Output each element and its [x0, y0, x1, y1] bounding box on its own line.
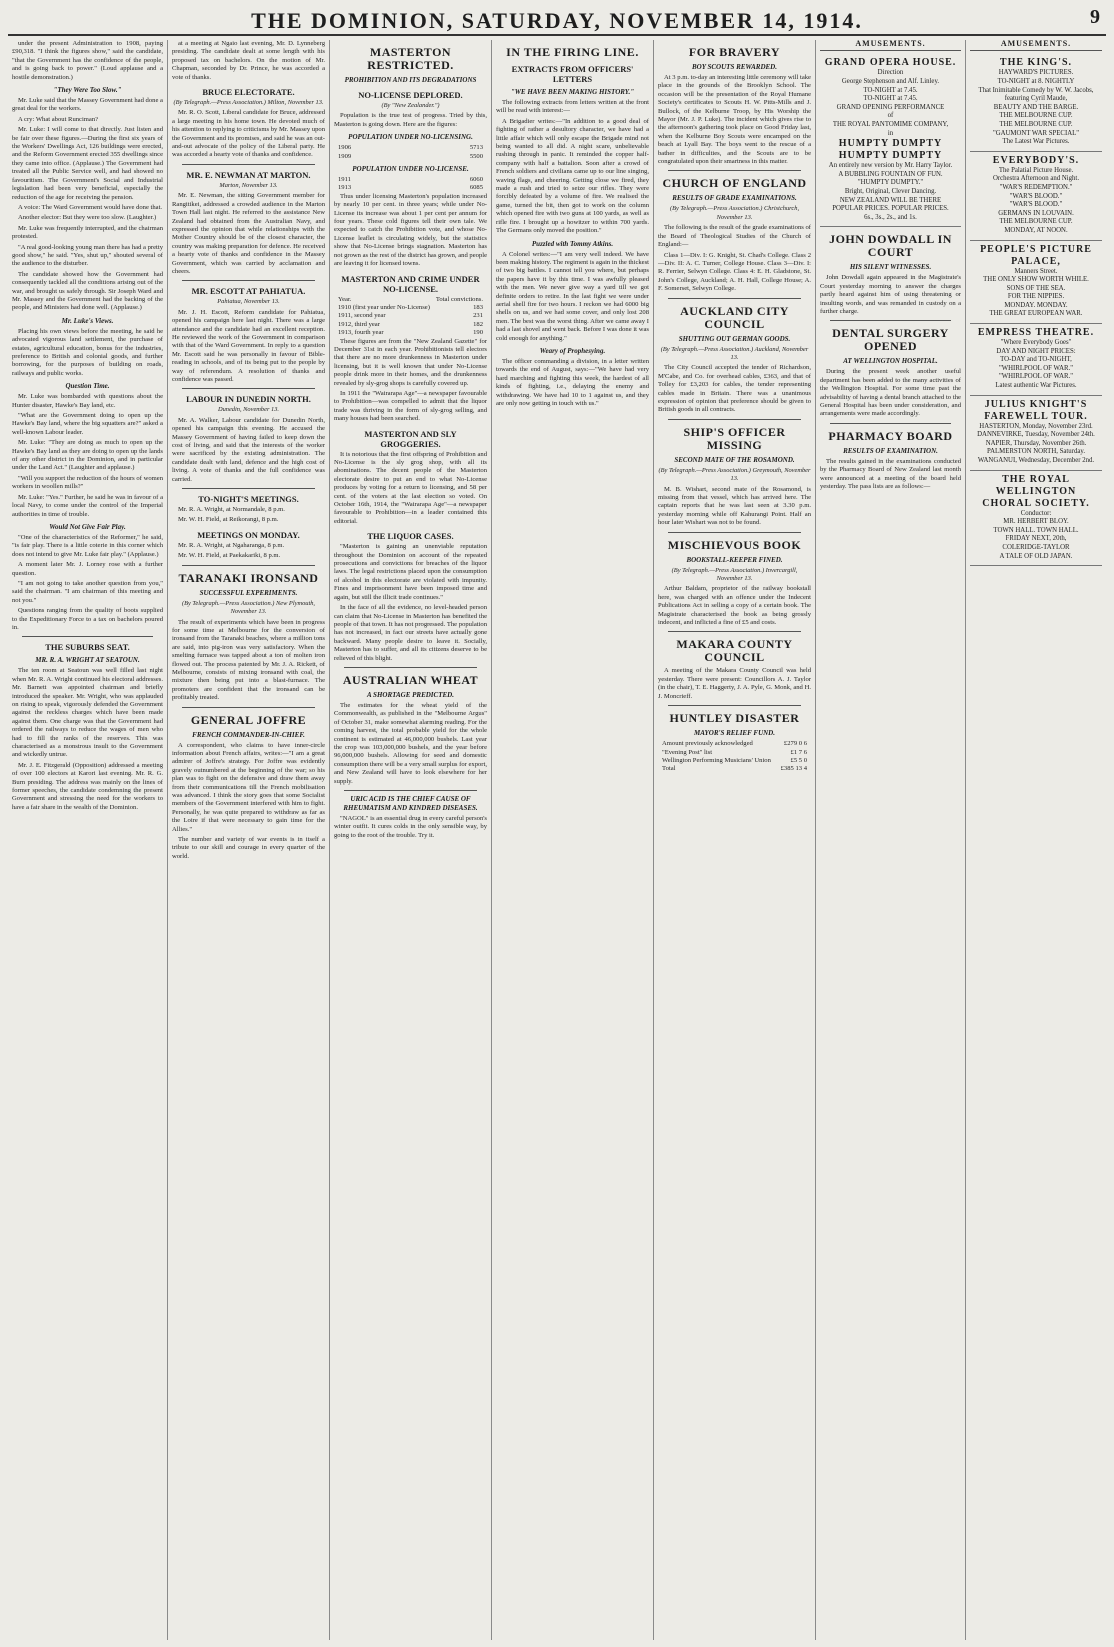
paragraph: at a meeting at Ngaio last evening, Mr. D. Lynneberg presiding. The candidate dealt at some length with his proposed tax on bachelors. On the motion of Mr. Chapman, seconded by Dr. Prince, he was accorded a vote of thanks. — [172, 40, 325, 81]
byline: (By Telegraph.—Press Association.) Milton, November 13. — [173, 99, 324, 107]
article-heading: FOR BRAVERY — [688, 45, 781, 59]
byline: Pahiatua, November 13. — [217, 298, 280, 306]
byline: Marton, November 13. — [219, 181, 278, 189]
subheading: RESULTS OF GRADE EXAMINATIONS. — [672, 194, 797, 203]
paragraph: "I am not going to take another question from you," said the chairman. "I am chairman of this meeting and not you." — [12, 579, 163, 604]
paragraph: "A real good-looking young man there has had a pretty good show," he said. "Yes, shut up," shouted several of the audience to the disturber. — [12, 243, 163, 268]
article-heading: JOHN DOWDALL IN COURT — [829, 232, 952, 260]
paragraph: "Will you support the reduction of the hours of women workers in woollen mills?" — [12, 474, 163, 491]
paragraph: In the face of all the evidence, no level-headed person can claim that No-License in Masterton has benefited the people of that town. It has not progressed. The population has not increased, in fact our streets have actually gone backward. Many people desire to leave it. Socially, Masterton has to suffer, and all its citizens deserve to be relieved of this blight. — [334, 604, 487, 662]
paragraph: The results gained in the examinations conducted by the Pharmacy Board of New Zealand last month were announced at a meeting of the board held yesterday. The pass lists are as follows:— — [820, 457, 961, 490]
advertisement: GRAND OPERA HOUSE. Direction George Stephenson and Alf. Linley. TO-NIGHT at 7.45. TO-NIGHT at 7.45. GRAND OPENING PERFORMANCE of THE ROYAL PANTOMIME COMPANY, in HUMPTY DUMPTY HUMPTY DUMPTY An entirely new version by Mr. Harry Taylor. A BUBBLING FOUNTAIN OF FUN. "HUMPTY DUMPTY." Bright, Original, Clever Dancing. NEW ZEALAND WILL BE THERE POPULAR PRICES. POPULAR PRICES. 6s., 3s., 2s., and 1s. — [820, 54, 961, 227]
article-heading: MASTERTON RESTRICTED. — [367, 45, 454, 72]
paragraph: Mr. Luke said that the Massey Government had done a great deal for the workers. — [12, 97, 163, 113]
masthead — [8, 4, 1106, 36]
article-heading: TARANAKI IRONSAND — [178, 570, 319, 585]
section-heading: AMUSEMENTS. — [820, 40, 961, 51]
meeting-item: Mr. R. A. Wright, at Normandale, 8 p.m. — [178, 506, 285, 514]
byline: (By Telegraph.—Press Association.) Greymouth, November 13. — [658, 466, 811, 483]
byline: (By Telegraph.—Press Association.) Christchurch, November 13. — [669, 205, 800, 221]
advertisement-title: THE ROYAL WELLINGTON CHORAL SOCIETY. — [982, 473, 1090, 509]
advertisement-title: PEOPLE'S PICTURE PALACE, — [980, 243, 1092, 267]
paragraph: A meeting of the Makara County Council was held yesterday. There were present: Councillors A. J. Taylor (in the chair), T. E. Haggerty, J. A. Pyle, G. Monk, and H. J. Moncrieff. — [658, 667, 811, 700]
column-5 — [654, 40, 816, 1640]
divider — [668, 631, 801, 632]
advertisement-heading: URIC ACID IS THE CHIEF CAUSE OF RHEUMATISM AND KINDRED DISEASES. — [343, 795, 478, 812]
table-row: 1910 (first year under No-License) 183 — [338, 303, 483, 311]
paragraph: It is notorious that the first offspring of Prohibition and No-License is the sly grog shop, with all its abominations. The decent people of the Masterton electorate desire to put an end to what No-License produces by voting for a return to licensing, and 58 per cent. of the voters at the last election so voted. On October 16th, 1914, the "Wairarapa Age"—a newspaper favourable to Prohibition—in a leader contained this editorial. — [334, 450, 487, 525]
table-heading: POPULATION UNDER NO-LICENSING. — [348, 133, 473, 142]
paragraph: The result of experiments which have been in progress for some time at Melbourne for the conversion of ironsand from the Taranaki beaches, where a million tons are said, into pig-iron was very satisfactory. When the smelting furnace was tapped about a ton of molten iron flowed out. The process patented by Mr. J. A. Rickett, of Melbourne, consists of mixing ironsand with coal, the mixture then being put into a blast-furnace. The promoters are confident that the ironsand can be profitably treated. — [172, 618, 325, 702]
advertisement: THE ROYAL WELLINGTON CHORAL SOCIETY. Conductor: MR. HERBERT BLOY. TOWN HALL. TOWN HALL. FRIDAY NEXT, 20th, COLERIDGE-TAYLOR A TALE OF OLD JAPAN. — [970, 471, 1102, 567]
paragraph: A Brigadier writes:—"In addition to a good deal of fighting of rather a desultory character, we have had a little affair which will only escape the Brigade mind not being wanted to all did. A night scare, unbelievable rushing through in panic. It reminded the copper half-company with half a battalion. Soon after a crowd of French soldiers and civilians came up to our line singing, waving flags, and cheering. Getting close we fired, they made a rush and tried to seize our rifles. They were forcibly defeated by a volume of fire. We realised the game, turned the bit, then got to work on the column which opened fire with two guns at 100 yards, as well as rifle fire. I brought up a howitzer to within 700 yards. The Germans only moved the position." — [496, 117, 649, 235]
paragraph: The candidate showed how the Government had consequently tackled all the conditions arising out of the war, and brought us safely through. Sir Joseph Ward and Mr. Massey and the Government had the backing of the people, and Ministers had done well. (Applause.) — [12, 270, 163, 312]
table-row: 1912, third year 182 — [338, 320, 483, 328]
article-heading: DENTAL SURGERY OPENED — [832, 326, 949, 354]
article-heading: LABOUR IN DUNEDIN NORTH. — [186, 394, 311, 405]
article-heading: NO-LICENSE DEPLORED. — [358, 90, 463, 100]
subheading: A SHORTAGE PREDICTED. — [367, 690, 454, 699]
advertisement: PEOPLE'S PICTURE PALACE, Manners Street. THE ONLY SHOW WORTH WHILE. SONS OF THE SEA. FOR THE NIPPIES. MONDAY. MONDAY. THE GREAT EUROPEAN WAR. — [970, 241, 1102, 325]
article-heading: TO-NIGHT'S MEETINGS. — [198, 494, 299, 505]
paragraph: "Masterton is gaining an unenviable reputation throughout the Dominion on account of the repeated prosecutions and convictions for breaches of the liquor laws. The legal restrictions placed upon the consumption of alcohol in this electorate are violated with impunity. Fines and imprisonment have been imposed time and again, but still the illicit trade continues." — [334, 543, 487, 601]
column-4 — [492, 40, 654, 1640]
table-heading: POPULATION UNDER NO-LICENSE. — [352, 165, 469, 174]
subheading: SECOND MATE OF THE ROSAMOND. — [674, 455, 795, 464]
subheading: MR. R. A. WRIGHT AT SEATOUN. — [35, 656, 140, 665]
section-heading: AMUSEMENTS. — [970, 40, 1102, 51]
paragraph: These figures are from the "New Zealand Gazette" for December 31st in each year. Prohibitionists tell electors that there are no more drunkenness in Masterton under licensing, but it is well known that under No-License people drink more in their homes, and the drunkenness revealed by sly-grog shops is carefully covered up. — [334, 337, 487, 387]
divider — [668, 170, 801, 171]
article-heading: MISCHIEVOUS BOOK — [667, 537, 802, 552]
article-heading: MASTERTON AND CRIME UNDER NO-LICENSE. — [341, 273, 480, 294]
byline: Dunedin, November 13. — [217, 406, 280, 414]
subheading: MAYOR'S RELIEF FUND. — [694, 729, 775, 738]
table-row: 1913 6085 — [338, 184, 483, 192]
subheading: Puzzled with Tommy Atkins. — [531, 239, 614, 248]
subheading: FRENCH COMMANDER-IN-CHIEF. — [192, 730, 305, 739]
paragraph: "What are the Government doing to open up the Hawke's Bay land, where the big squatters are?" asked a well-known Labour leader. — [12, 412, 163, 436]
article-heading: MR. E. NEWMAN AT MARTON. — [186, 169, 311, 180]
paragraph: Mr. E. Newman, the sitting Government member for Rangitikei, addressed a crowded audience in the Marton Town Hall last night. He referred to the assistance New Zealand had obtained from the Australian Navy, and expressed the opinion that while relationships with the Mother Country should be of the closest character, the country was making preparation for defence. He received a hearty vote of thanks and confidence in the Massey Government, which was carried by acclamation and cheers. — [172, 192, 325, 275]
advertisement-title: JULIUS KNIGHT'S FAREWELL TOUR. — [984, 398, 1088, 422]
paragraph: Mr. Luke: I will come to that directly. Just listen and be fair over these figures.—During the first six years of the Workers' Dwellings Act, 126 buildings were erected, and the Reform Government erected 355 dwellings since they came into office. (Applause.) The Government had treated all the Public Service well, and had showed no favouritism. The Government's Social and Industrial legislation had been very beneficial, especially the reduction of the age for receiving the pension. — [12, 126, 163, 201]
paragraph: The estimates for the wheat yield of the Commonwealth, as published in the "Melbourne Argus" of October 31, make somewhat alarming reading. For the coming harvest, the total probable yield for the whole continent is estimated at 46,000,000 bushels. Last year the crop was 103,000,000 bushels, and the year before 96,000,000 bushels. Allowing for seed and domestic consumption there will be a very small surplus for export, and New Zealand will have to look elsewhere for her supply. — [334, 701, 487, 785]
divider — [182, 707, 315, 708]
paragraph: Mr. Luke: "Yes." Further, he said he was in favour of a local Navy, to come under the control of the Imperial authorities in time of trouble. — [12, 493, 163, 518]
column-7 — [966, 40, 1106, 1640]
table-header: Year. Total convictions. — [338, 295, 483, 303]
article-heading: PHARMACY BOARD — [828, 428, 953, 443]
divider — [344, 667, 477, 668]
paragraph: Mr. J. E. Fitzgerald (Opposition) addressed a meeting of over 100 electors at Karori last evening. Mr. R. G. Burn presiding. The address was mainly on the lines of former speeches, the candidate condemning the present Government and stressing the need for the workers to have a fair share in the wealth of the Dominion. — [12, 761, 163, 811]
paragraph: Mr. J. H. Escott, Reform candidate for Pahiatua, opened his campaign here last night. There was a large attendance and the candidate had an excellent reception. He reviewed the work of the Government in comparison with that of the Ward Government. In reply to a question Mr. Escott said he was personally in favour of Bible-reading in schools, and of its being put to the people by way of referendum. A resolution of thanks and confidence was passed. — [172, 308, 325, 383]
subheading: AT WELLINGTON HOSPITAL. — [843, 357, 938, 366]
paragraph: Questions ranging from the quality of boots supplied to the Expeditionary Force to a tax on bachelors poured in. — [12, 607, 163, 631]
divider — [182, 565, 315, 566]
paragraph: At 3 p.m. to-day an interesting little ceremony will take place in the grounds of the Brooklyn School. The occasion will be the presentation of the Royal Humane Society's certificates to Scouts H. W. Pitts-Mills and J. Bullock, of the Kelburne Troop, by His Worship the Mayor (Mr. J. P. Luke). The incident which gives rise to the afternoon's gathering took place on Good Friday last, when the Kelburne Boy Scouts were encamped on the beach at Lyall Bay. The boys went to the rescue of a bather in difficulties, and the Scouts are to be congratulated upon their smartness in this matter. — [658, 74, 811, 166]
subheading: "WE HAVE BEEN MAKING HISTORY." — [510, 88, 635, 96]
divider — [668, 532, 801, 533]
divider — [668, 419, 801, 420]
paragraph: "One of the characteristics of the Reformer," he said, "is fair play. There is a little coterie in this corner which does not intend to give Mr. Luke fair play." (Applause.) — [12, 533, 163, 558]
article-heading: MASTERTON AND SLY GROGGERIES. — [364, 428, 457, 449]
byline: (By "New Zealander.") — [381, 102, 440, 109]
divider — [182, 280, 315, 281]
divider — [182, 488, 315, 489]
subheading: BOOKSTALL-KEEPER FINED. — [686, 555, 783, 564]
paragraph: Mr. Luke was frequently interrupted, and the chairman protested. — [12, 224, 163, 241]
subheading: SHUTTING OUT GERMAN GOODS. — [678, 334, 791, 343]
column-3 — [330, 40, 492, 1640]
paragraph: under the present Administration to 1908, paying £90,318. "I think the figures show," said the candidate, "that the Government has the confidence of the people, and is going back to power." (Loud applause and a hostile demonstration.) — [12, 40, 163, 81]
advertisement: EMPRESS THEATRE. "Where Everybody Goes" DAY AND NIGHT PRICES: TO-DAY and TO-NIGHT, "WHIRLPOOL OF WAR." "WHIRLPOOL OF WAR." Latest authentic War Pictures. — [970, 324, 1102, 396]
paragraph: The ten room at Seatoun was well filled last night when Mr. R. A. Wright continued his electoral addresses. Mr. Barnett was appointed chairman and briefly introduced the speaker. Mr. Wright, who was applauded on rising to speak, vigorously defended the Government against the reckless charges which have been made against them. One charge was that the Government had ordered the railways to reduce the wages of men who had to fill the ranks of the reserves. This was characterised as a monstrous insult to the Government and wickedly untrue. — [12, 667, 163, 759]
subheading: SUCCESSFUL EXPERIMENTS. — [199, 588, 298, 597]
table-row: Total £385 13 4 — [662, 765, 807, 773]
table-row: 1911, second year 231 — [338, 312, 483, 320]
paragraph: A voice: The Ward Government would have done that. — [18, 203, 163, 211]
column-2 — [168, 40, 330, 1640]
byline: (By Telegraph.—Press Association.) Invercargill, November 13. — [671, 566, 798, 583]
paragraph: In 1911 the "Wairarapa Age"—a newspaper favourable to Prohibition—was compelled to admit that the liquor trade was thriving in the form of sly-grog selling, and many houses had been searched. — [334, 389, 487, 423]
meeting-item: Mr. W. H. Field, at Reikorangi, 8 p.m. — [178, 516, 279, 524]
subheading: PROHIBITION AND ITS DEGRADATIONS — [344, 76, 477, 84]
subheading: Weary of Prophesying. — [539, 346, 606, 355]
divider — [830, 423, 951, 424]
subheading: EXTRACTS FROM OFFICERS' LETTERS — [511, 64, 634, 84]
advertisement-title: THE KING'S. — [999, 57, 1073, 69]
divider — [344, 790, 477, 791]
article-heading: SHIP'S OFFICER MISSING — [683, 424, 786, 452]
paragraph: The City Council accepted the tender of Richardson, M'Cabe, and Co. for overhead cables, £363, and that of Tolley for £3,203 for cables, the tender representing cables made in Britain. There was a unanimous expression of opinion that preference should be given to British goods in all contracts. — [658, 364, 811, 414]
article-heading: THE SUBURBS SEAT. — [45, 642, 130, 653]
paragraph: Thus under licensing Masterton's population increased by nearly 10 per cent. in three years; while under No-License its increase was about 1 per cent per annum for four years. These cold figures tell their own tale. We expected to catch the Prohibition vote, and whose No-License leaflet is circulating widely, but the statistics show that No-License brings stagnation. Masterton has not grown as the rest of the district has grown, and people are leaving it for licensed towns. — [334, 192, 487, 268]
paragraph: John Dowdall again appeared in the Magistrate's Court yesterday morning to answer the charges partly heard against him of using threatening or insulting words, and was remanded in custody on a further charge. — [820, 274, 961, 315]
divider — [830, 320, 951, 321]
paragraph: Mr. R. O. Scott, Liberal candidate for Bruce, addressed a large meeting in his home town. He devoted much of his attention to replying to criticisms by Mr. Massey upon the Government and its promises, and said he was an out-and-out advocate of the policy of the Liberal party. He was accorded a hearty vote of thanks and confidence. — [172, 109, 325, 159]
table-row: 1913, fourth year 190 — [338, 329, 483, 337]
paragraph: "NAGOL" is an essential drug in every careful person's winter outfit. It cures colds in the only sensible way, by going to the root of the trouble. Try it. — [334, 815, 487, 839]
table-row: Wellington Performing Musicians' Union £5 5 0 — [662, 756, 807, 764]
article-heading: MEETINGS ON MONDAY. — [197, 529, 300, 540]
paragraph: A moment later Mr. J. Lorney rose with a further question. — [12, 561, 163, 577]
paragraph: The number and variety of war events is in itself a tribute to our skill and courage in every quarter of the world. — [172, 836, 325, 860]
article-heading: IN THE FIRING LINE. — [506, 45, 639, 59]
paragraph: During the present week another useful department has been added to the many activities of the Wellington Hospital. For some time past the advisability of having a dental branch attached to the General Hospital has been under consideration, and arrangements were made accordingly. — [820, 368, 961, 418]
article-heading: AUSTRALIAN WHEAT — [342, 672, 479, 687]
divider — [182, 388, 315, 389]
article-heading: MAKARA COUNTY COUNCIL — [676, 637, 793, 665]
paragraph: Population is the true test of progress. Tried by this, Masterton is going down. Here are the figures: — [334, 112, 487, 128]
subheading: RESULTS OF EXAMINATION. — [843, 446, 938, 455]
article-heading: HUNTLEY DISASTER — [669, 711, 800, 726]
paragraph: M. B. Wishart, second mate of the Rosamond, is missing from that vessel, which has arrived here. The captain reports that he was last seen at 3.30 p.m. yesterday morning while off Kahurangi Point. Half an hour later Wishart was not to be found. — [658, 485, 811, 527]
subheading: HIS SILENT WITNESSES. — [849, 263, 932, 272]
column-1 — [8, 40, 168, 1640]
divider — [22, 636, 153, 637]
paragraph: A correspondent, who claims to have inner-circle information about French affairs, writes:—"I am a great admirer of Joffre's strategy. For Joffre was evidently gravely outnumbered at the beginning of the war; so his plan was to fight on the defensive and draw them away from their communications till the French mobilisation was advanced. I think the story goes that some Socialist members of the Government interfered with him to fight. Personally, he was quite prepared to withdraw as far as the Loire if that were necessary to gain time for the Allies." — [172, 741, 325, 833]
paragraph: A cry: What about Runciman? — [18, 115, 99, 123]
paragraph: Arthur Baldam, proprietor of the railway bookstall here, was charged with an offence under the Indecent Publications Act in selling a copy of a certain book. The Magistrate characterised the book as being grossly indecent, and inflicted a fine of £5 and costs. — [658, 585, 811, 627]
meeting-item: Mr. R. A. Wright, at Ngaharanga, 8 p.m. — [178, 541, 285, 549]
article-heading: THE LIQUOR CASES. — [367, 531, 454, 542]
table-row: 1911 6060 — [338, 176, 483, 184]
table-row: 1906 5713 — [338, 144, 483, 152]
advertisement: JULIUS KNIGHT'S FAREWELL TOUR. HASTERTON, Monday, November 23rd. DANNEVIRKE, Tuesday, November 24th. NAPIER, Thursday, November 26th. PALMERSTON NORTH, Saturday. WANGANUI, Wednesday, December 2nd. — [970, 396, 1102, 471]
paragraph: The officer commanding a division, in a letter written towards the end of August, says:—"We have had very hard marching and fighting this week, the hardest of all kinds of fighting, i.e., delaying the enemy and withdrawing. We have had 10 to 1 against us, and they are only now getting in touch with us." — [496, 357, 649, 407]
article-heading: BRUCE ELECTORATE. — [202, 87, 295, 98]
subheading: Would Not Give Fair Play. — [49, 522, 126, 531]
table-row: Amount previously acknowledged £279 0 6 — [662, 740, 807, 748]
paragraph: The following extracts from letters written at the front will be read with interest:— — [496, 99, 649, 115]
paragraph: The following is the result of the grade examinations of the Board of Theological Studies of the Church of England:— — [658, 224, 811, 249]
advertisement-title: EVERYBODY'S. — [992, 154, 1080, 166]
divider — [668, 705, 801, 706]
advertisement-title: EMPRESS THEATRE. — [977, 327, 1095, 339]
advertisement: THE KING'S. HAYWARD'S PICTURES. TO-NIGHT at 8. NIGHTLY That Inimitable Comedy by W. W. Jacobs, featuring Cyril Maude, BEAUTY AND THE BARGE. THE MELBOURNE CUP. THE MELBOURNE CUP. "GAUMONT WAR SPECIAL" The Latest War Pictures. — [970, 54, 1102, 151]
article-heading: AUCKLAND CITY COUNCIL — [680, 303, 789, 331]
paragraph: Placing his own views before the meeting, he said he advocated vigorous land settlement, the purchase of estates, agricultural education, bonus for the industries, preference to British and colonial goods, and further borrowing, for the purposes of building on roads, railways and public works. — [12, 327, 163, 377]
byline: (By Telegraph.—Press Association.) New Plymouth, November 13. — [181, 599, 316, 616]
paragraph: Mr. A. Walker, Labour candidate for Dunedin North, opened his campaign this evening. He accused the Massey Government of having failed to keep down the cost of living, and said that the interests of the worker were sacrificed by the existing administration. The candidate dealt with land, defence and the high cost of living. A vote of thanks and the full confidence was carried. — [172, 416, 325, 483]
article-heading: CHURCH OF ENGLAND — [662, 176, 807, 191]
divider — [182, 164, 315, 165]
paragraph: Mr. Luke: "They are doing as much to open up the Hawke's Bay land as they are doing to open up the lands of any other district in the Dominion, and in particular under the Land Act." (Laughter and applause.) — [12, 439, 163, 472]
page-title: THE DOMINION, SATURDAY, NOVEMBER 14, 1914. — [251, 8, 863, 33]
article-heading: GENERAL JOFFRE — [190, 712, 307, 727]
subheading: Mr. Luke's Views. — [61, 316, 114, 325]
advertisement-title: GRAND OPERA HOUSE. — [824, 57, 957, 69]
paragraph: Class 1—Div. I: G. Knight, St. Chad's College. Class 2—Div. II: A. C. Turner, College House. Class 3—Div. I: R. Ferrier, Selwyn College. Class 4: E. H. Gladstone, St. John's College, Auckland; A. H. Hall, College House; A. F. Somerset, Selwyn College. — [658, 251, 811, 293]
table-row: "Evening Post" list £1 7 6 — [662, 748, 807, 756]
subheading: Question Time. — [65, 382, 110, 391]
column-6 — [816, 40, 966, 1640]
divider — [668, 298, 801, 299]
meeting-item: Mr. W. H. Field, at Paekakariki, 8 p.m. — [178, 552, 281, 560]
paragraph: Mr. Luke was bombarded with questions about the Hunter disaster, Hawke's Bay land, etc. — [12, 393, 163, 409]
advertisement: EVERYBODY'S. The Palatial Picture House. Orchestra Afternoon and Night. "WAR'S REDEMPTION." "WAR'S BLOOD." "WAR'S BLOOD." GERMANS IN LOUVAIN. THE MELBOURNE CUP. MONDAY, AT NOON. — [970, 152, 1102, 241]
article-heading: MR. ESCOTT AT PAHIATUA. — [191, 286, 306, 297]
subheading: "They Were Too Slow." — [53, 86, 122, 95]
subheading: BOY SCOUTS REWARDED. — [692, 63, 777, 71]
paragraph: Another elector: But they were too slow. (Laughter.) — [18, 214, 157, 222]
byline: (By Telegraph.—Press Association.) Auckland, November 13. — [660, 345, 809, 361]
page-number: 9 — [1090, 6, 1100, 28]
paragraph: A Colonel writes:—"I am very well indeed. We have been making history. The regiment is again in the thickest of two big battles. I cannot tell you where, but perhaps the papers have it by this time. I was awfully pleased with the men. We never give way a yard till we got definite orders to retire. In the last fight we were under aerial shell fire for two hours. I reckon we had 6000 big shells on us, and we had some cover, and only lost 208 men. The best was the worst thing. After we came away I had a last shovel and went back. Before I was done it was cold enough for anything." — [496, 250, 649, 342]
table-row: 1909 5500 — [338, 152, 483, 160]
